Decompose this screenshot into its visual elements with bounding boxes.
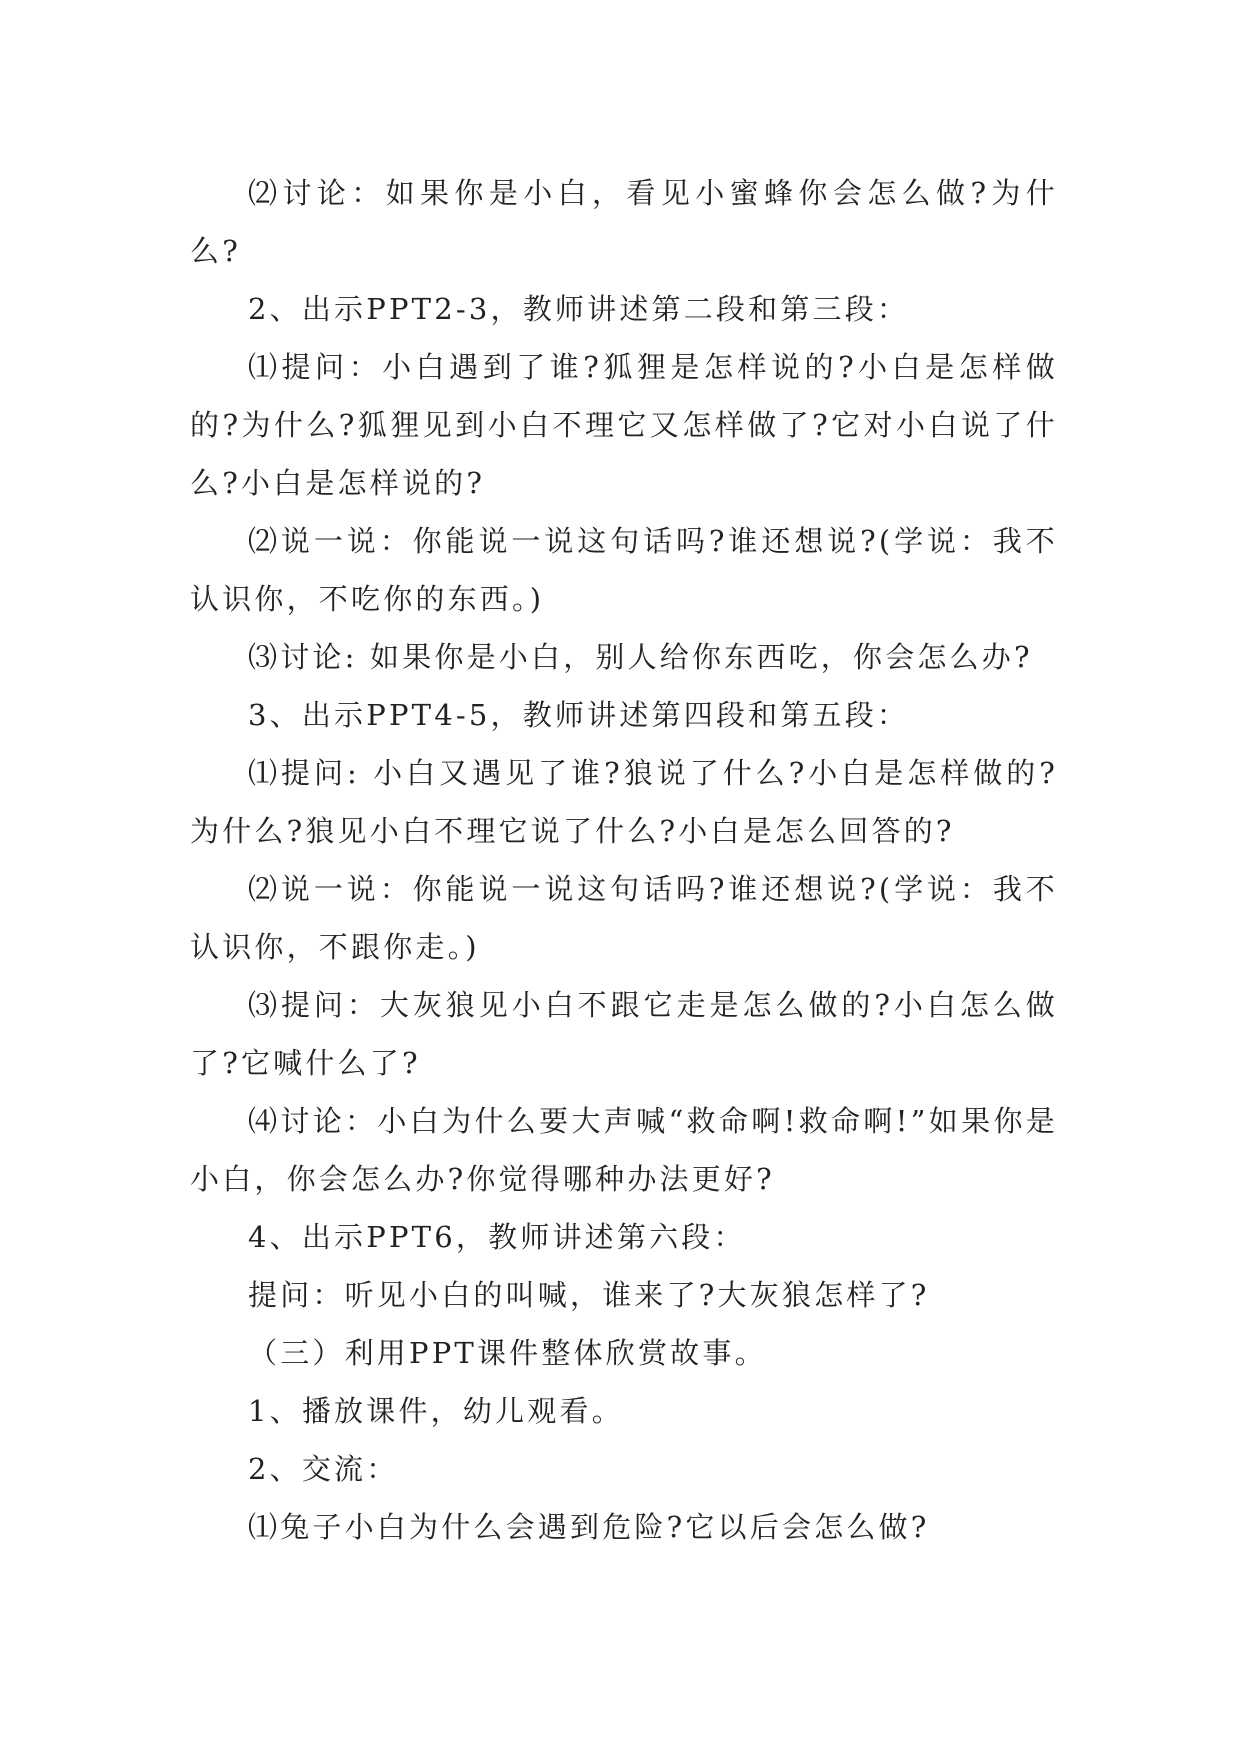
paragraph: 提问：听见小白的叫喊，谁来了?大灰狼怎样了?: [248, 1278, 930, 1312]
paragraph: 4、出示PPT6，教师讲述第六段：: [248, 1220, 746, 1254]
document-body: [190, 164, 1058, 1556]
paragraph: ⑵说一说：你能说一说这句话吗?谁还想说?(学说：我不认识你，不跟你走。): [190, 872, 1058, 964]
paragraph: ⑶提问：大灰狼见小白不跟它走是怎么做的?小白怎么做了?它喊什么了?: [190, 988, 1058, 1080]
paragraph: ⑵说一说：你能说一说这句话吗?谁还想说?(学说：我不认识你，不吃你的东西。): [190, 524, 1058, 616]
paragraph: ⑵讨论：如果你是小白，看见小蜜蜂你会怎么做?为什么?: [190, 176, 1058, 268]
paragraph: ⑷讨论：小白为什么要大声喊“救命啊!救命啊!”如果你是小白，你会怎么办?你觉得哪种办法更好?: [190, 1104, 1058, 1196]
paragraph: ⑴提问: 小白又遇见了谁?狼说了什么?小白是怎样做的?为什么?狼见小白不理它说了什么?小白是怎么回答的?: [190, 756, 1058, 848]
paragraph: 1、播放课件，幼儿观看。: [248, 1394, 624, 1428]
paragraph: 2、出示PPT2-3，教师讲述第二段和第三段：: [248, 292, 910, 326]
paragraph: ⑴提问：小白遇到了谁?狐狸是怎样说的?小白是怎样做的?为什么?狐狸见到小白不理它又怎样做了?它对小白说了什么?小白是怎样说的?: [190, 350, 1058, 500]
paragraph: 2、交流：: [248, 1452, 399, 1486]
paragraph: ⑴兔子小白为什么会遇到危险?它以后会怎么做?: [248, 1510, 930, 1544]
paragraph: ⑶讨论: 如果你是小白，别人给你东西吃，你会怎么办?: [248, 640, 1033, 674]
paragraph: （三）利用PPT课件整体欣赏故事。: [248, 1336, 767, 1370]
paragraph: 3、出示PPT4-5，教师讲述第四段和第五段：: [248, 698, 910, 732]
